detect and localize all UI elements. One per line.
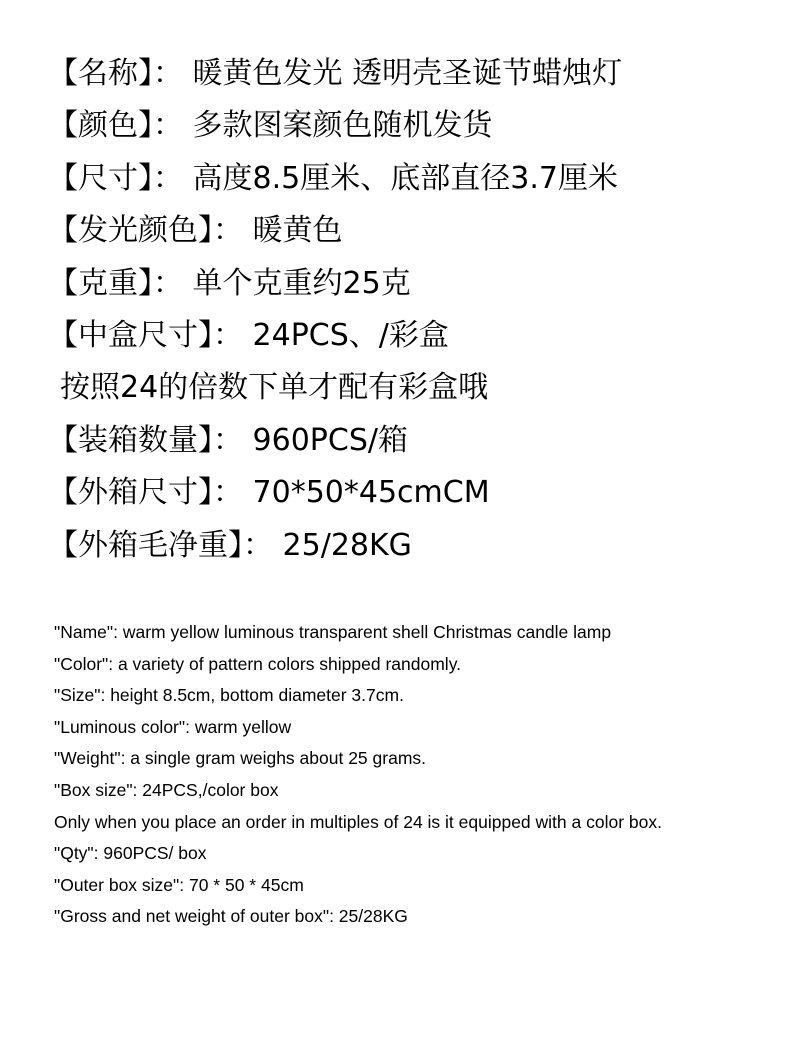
- spec-outer-box-size-en: "Outer box size": 70 * 50 * 45cm: [54, 874, 304, 895]
- chinese-spec-list: [48, 48, 788, 572]
- spec-weight-en: "Weight": a single gram weighs about 25 grams.: [54, 748, 427, 769]
- spec-qty-zh: 【装箱数量】： 960PCS/箱: [48, 422, 408, 458]
- spec-size-en: "Size": height 8.5cm, bottom diameter 3.7cm.: [54, 685, 404, 706]
- spec-box-size-en: "Box size": 24PCS,/color box: [54, 779, 279, 800]
- spec-size-zh: 【尺寸】： 高度8.5厘米、底部直径3.7厘米: [48, 160, 618, 196]
- spec-box-size-zh: 【中盒尺寸】： 24PCS、/彩盒: [48, 317, 449, 353]
- spec-outer-box-weight-en: "Gross and net weight of outer box": 25/28KG: [54, 906, 408, 927]
- spec-outer-box-weight-zh: 【外箱毛净重】： 25/28KG: [48, 527, 412, 563]
- spec-box-note-en: Only when you place an order in multiples of 24 is it equipped with a color box.: [54, 811, 662, 832]
- spec-luminous-color-zh: 【发光颜色】： 暖黄色: [48, 213, 343, 249]
- spec-luminous-color-en: "Luminous color": warm yellow: [54, 716, 292, 737]
- english-spec-list: [54, 617, 794, 933]
- spec-qty-en: "Qty": 960PCS/ box: [54, 843, 207, 864]
- spec-weight-zh: 【克重】： 单个克重约25克: [48, 265, 411, 301]
- spec-outer-box-size-zh: 【外箱尺寸】： 70*50*45cmCM: [48, 475, 490, 511]
- spec-color-en: "Color": a variety of pattern colors shipped randomly.: [54, 653, 462, 674]
- spec-color-zh: 【颜色】： 多款图案颜色随机发货: [48, 108, 493, 144]
- spec-name-zh: 【名称】： 暖黄色发光 透明壳圣诞节蜡烛灯: [48, 56, 623, 91]
- spec-name-en: "Name": warm yellow luminous transparent shell Christmas candle lamp: [54, 622, 612, 642]
- spec-box-note-zh: 按照24的倍数下单才配有彩盒哦: [60, 370, 489, 406]
